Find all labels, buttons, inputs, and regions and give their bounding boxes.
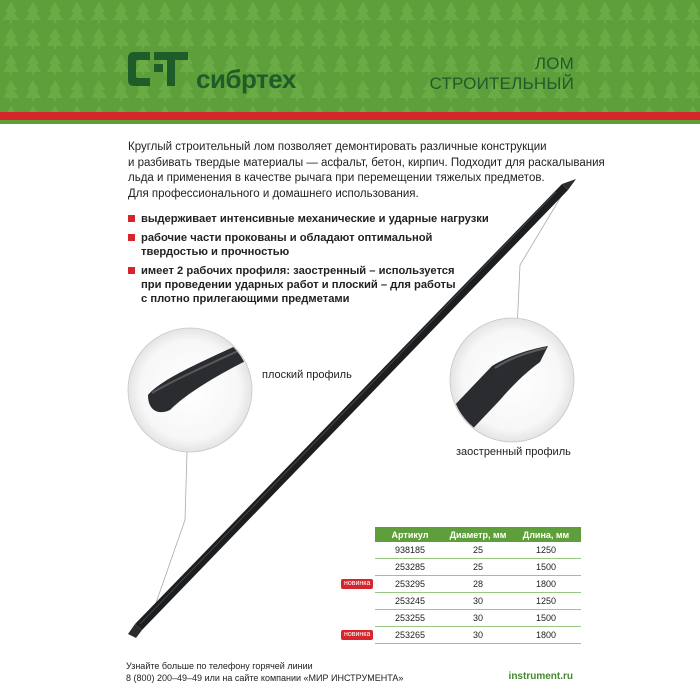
diameter-cell: 28 [445, 576, 511, 593]
article-cell [344, 576, 445, 593]
feature-text: рабочие части прокованы и обладают оптимальной [141, 232, 433, 244]
footer-line: Узнайте больше по телефону горячей линии [126, 661, 313, 671]
table-row [375, 627, 581, 644]
article-cell: 938185 [375, 542, 445, 559]
page-title-line2: СТРОИТЕЛЬНЫЙ [429, 74, 574, 93]
article-cell: 253255 [375, 610, 445, 627]
feature-text: имеет 2 рабочих профиля: заостренный – используется [141, 265, 455, 277]
column-header-article: Артикул [375, 527, 445, 542]
flat-profile-zoom [128, 328, 268, 452]
new-badge: новинка [341, 579, 373, 589]
table-row [375, 610, 581, 627]
description-line: Для профессионального и домашнего использования. [128, 187, 419, 200]
diameter-cell: 30 [445, 627, 511, 644]
description-line: льда и применения в качестве рычага при перемещении тяжелых предметов. [128, 172, 545, 184]
table-row [375, 559, 581, 576]
length-cell: 1250 [511, 542, 581, 559]
article-value: 253265 [394, 630, 426, 640]
table-header-row [375, 527, 581, 542]
length-cell: 1800 [511, 627, 581, 644]
article-value: 253295 [394, 579, 426, 589]
feature-text: с плотно прилегающими предметами [141, 293, 350, 305]
column-header-length: Длина, мм [511, 527, 581, 542]
table-row [375, 593, 581, 610]
diameter-cell: 25 [445, 559, 511, 576]
new-badge: новинка [341, 630, 373, 640]
brand-name: сибртех [196, 64, 296, 94]
description-line: Круглый строительный лом позволяет демонтировать различные конструкции [128, 141, 547, 153]
article-cell [344, 627, 445, 644]
website-link[interactable]: instrument.ru [508, 671, 573, 682]
article-cell: 253245 [375, 593, 445, 610]
length-cell: 1250 [511, 593, 581, 610]
table-row [375, 542, 581, 559]
length-cell: 1500 [511, 610, 581, 627]
diameter-cell: 25 [445, 542, 511, 559]
table-row [375, 576, 581, 593]
sharp-profile-label: заостренный профиль [456, 446, 571, 458]
footer-line: 8 (800) 200–49–49 или на сайте компании «МИР ИНСТРУМЕНТА» [126, 673, 404, 683]
spec-table [344, 527, 581, 644]
diameter-cell: 30 [445, 610, 511, 627]
feature-text: при проведении ударных работ и плоский – для работы [141, 279, 456, 291]
description-line: и разбивать твердые материалы — асфальт, бетон, кирпич. Подходит для раскалывания [128, 156, 605, 169]
page-title-line1: ЛОМ [534, 54, 574, 73]
feature-text: выдерживает интенсивные механические и ударные нагрузки [141, 213, 489, 225]
article-cell: 253285 [375, 559, 445, 576]
footer-hotline [126, 660, 403, 684]
sharp-profile-zoom [450, 318, 574, 442]
column-header-diameter: Диаметр, мм [445, 527, 511, 542]
length-cell: 1500 [511, 559, 581, 576]
length-cell: 1800 [511, 576, 581, 593]
flat-profile-label: плоский профиль [262, 369, 352, 381]
diameter-cell: 30 [445, 593, 511, 610]
feature-text: твердостью и прочностью [141, 246, 290, 258]
